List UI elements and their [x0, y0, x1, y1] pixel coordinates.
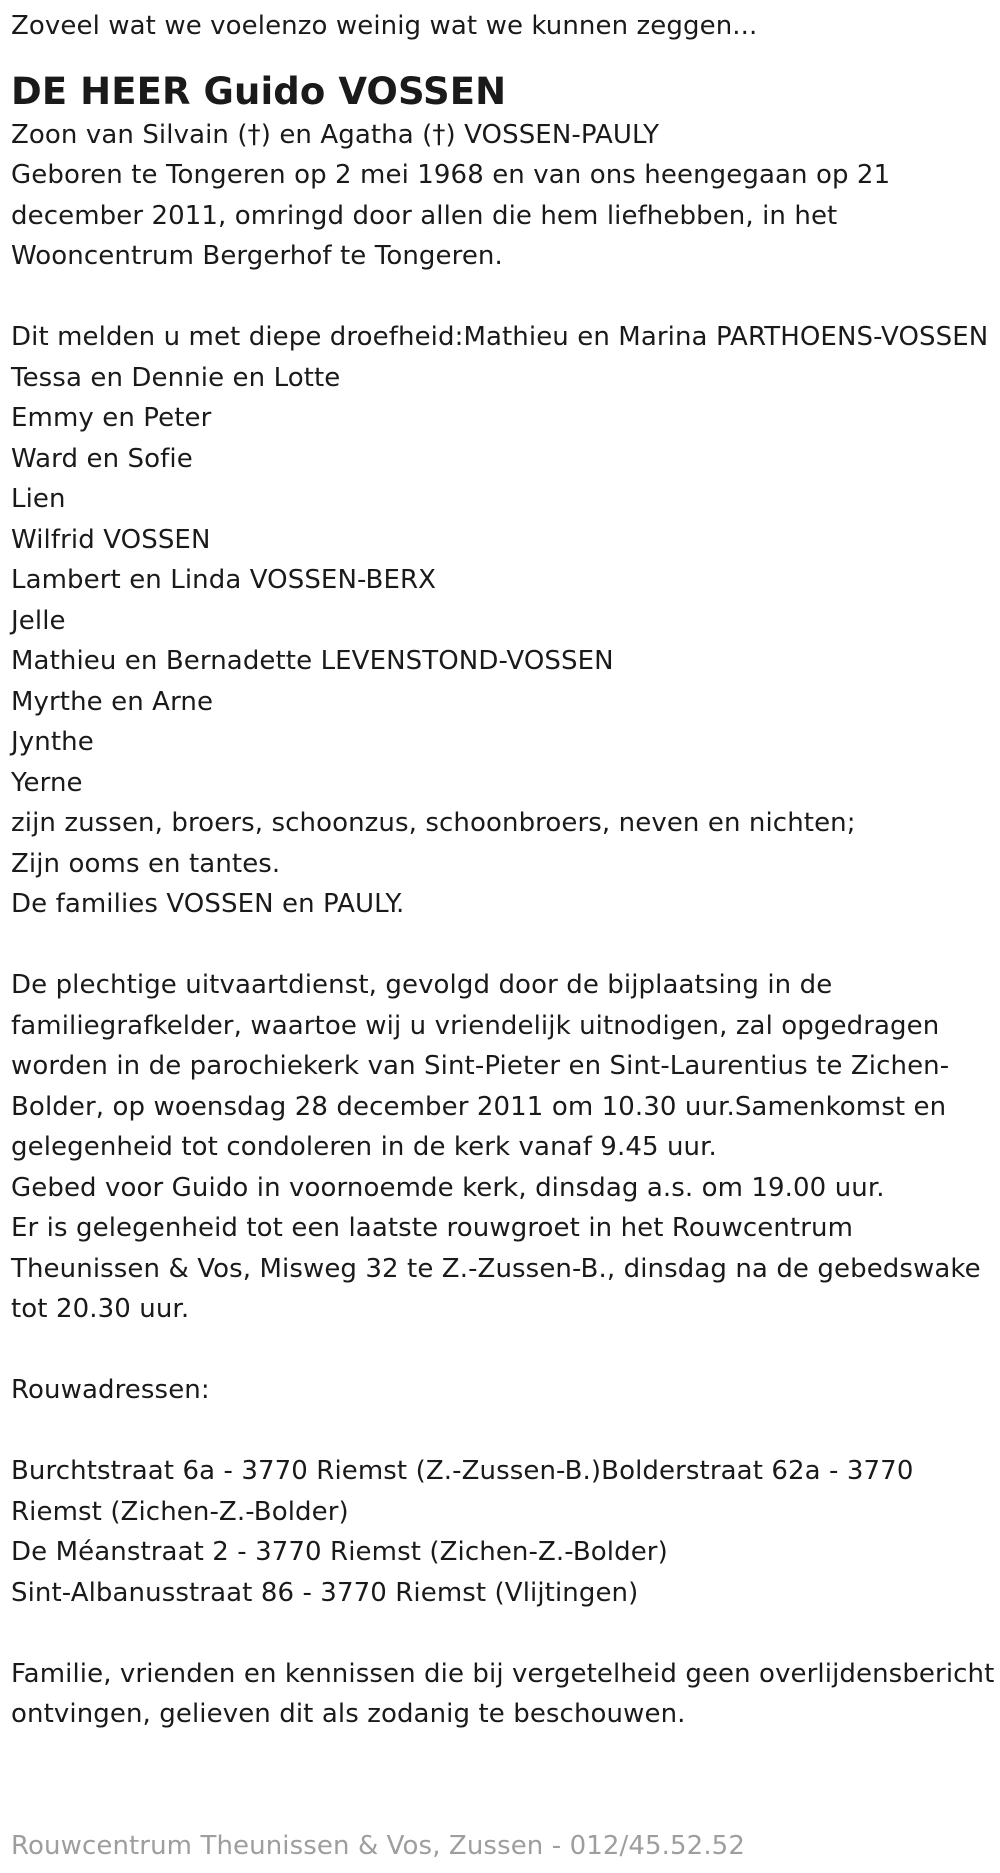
addresses-heading: Rouwadressen: — [11, 1375, 210, 1405]
announcer-line: Lambert en Linda VOSSEN-BERX — [11, 565, 437, 595]
closing-text: Familie, vrienden en kennissen die bij vergetelheid geen overlijdensbericht ontvingen, gelieven dit als zodanig te beschouwen. — [11, 1658, 995, 1729]
address-line: Burchtstraat 6a - 3770 Riemst (Z.-Zussen-B.)Bolderstraat 62a - 3770 Riemst (Zichen-Z.-Bolder) — [11, 1456, 914, 1527]
announcer-line: zijn zussen, broers, schoonzus, schoonbroers, neven en nichten; — [11, 808, 856, 838]
ceremony-section — [11, 965, 1000, 1330]
obituary-page — [0, 6, 1000, 1873]
announcer-line: Lien — [11, 484, 66, 514]
addresses-list — [11, 1451, 1000, 1613]
intro-text: Zoveel wat we voelenzo weinig wat we kunnen zeggen... — [11, 11, 758, 41]
announcer-line: Wilfrid VOSSEN — [11, 524, 211, 555]
address-line: De Méanstraat 2 - 3770 Riemst (Zichen-Z.-Bolder) — [11, 1537, 668, 1567]
farewell-text: Er is gelegenheid tot een laatste rouwgroet in het Rouwcentrum Theunissen & Vos, Misweg 32 te Z.-Zussen-B., dinsdag na de gebedswake tot 20.30 uur. — [11, 1213, 981, 1324]
prayer-text: Gebed voor Guido in voornoemde kerk, dinsdag a.s. om 19.00 uur. — [11, 1172, 885, 1203]
announcer-line: Tessa en Dennie en Lotte — [11, 362, 341, 393]
announcer-line: Emmy en Peter — [11, 403, 212, 433]
address-line: Sint-Albanusstraat 86 - 3770 Riemst (Vlijtingen) — [11, 1577, 639, 1608]
birth-death-text: Geboren te Tongeren op 2 mei 1968 en van ons heengegaan op 21 december 2011, omringd door allen die hem liefhebben, in het Wooncentrum Bergerhof te Tongeren. — [11, 160, 891, 271]
announcer-line: Jynthe — [11, 727, 94, 757]
ceremony-text: De plechtige uitvaartdienst, gevolgd door de bijplaatsing in de familiegrafkelder, waartoe wij u vriendelijk uitnodigen, zal opgedragen worden in de parochiekerk van Sint-Pieter en Sint-Laurentius te Zichen-Bolder, op woensdag 28 december 2011 om 10.30 uur.Samenkomst en gelegenheid tot condoleren in de kerk vanaf 9.45 uur. — [11, 970, 950, 1162]
announcer-line: Jelle — [11, 605, 66, 636]
announcer-line: Mathieu en Bernadette LEVENSTOND-VOSSEN — [11, 646, 614, 676]
announcers-list — [11, 317, 1000, 925]
announcer-line: Ward en Sofie — [11, 443, 193, 474]
parents-text: Zoon van Silvain (†) en Agatha (†) VOSSEN-PAULY — [11, 119, 660, 150]
deceased-name: DE HEER Guido VOSSEN — [11, 69, 507, 113]
announcer-line: Myrthe en Arne — [11, 686, 214, 717]
announcer-line: De families VOSSEN en PAULY. — [11, 889, 405, 919]
announcer-line: Dit melden u met diepe droefheid:Mathieu en Marina PARTHOENS-VOSSEN — [11, 322, 989, 352]
announcer-line: Yerne — [11, 767, 83, 798]
announcer-line: Zijn ooms en tantes. — [11, 848, 281, 879]
funeral-home-footer: Rouwcentrum Theunissen & Vos, Zussen - 012/45.52.52 — [11, 1831, 745, 1861]
